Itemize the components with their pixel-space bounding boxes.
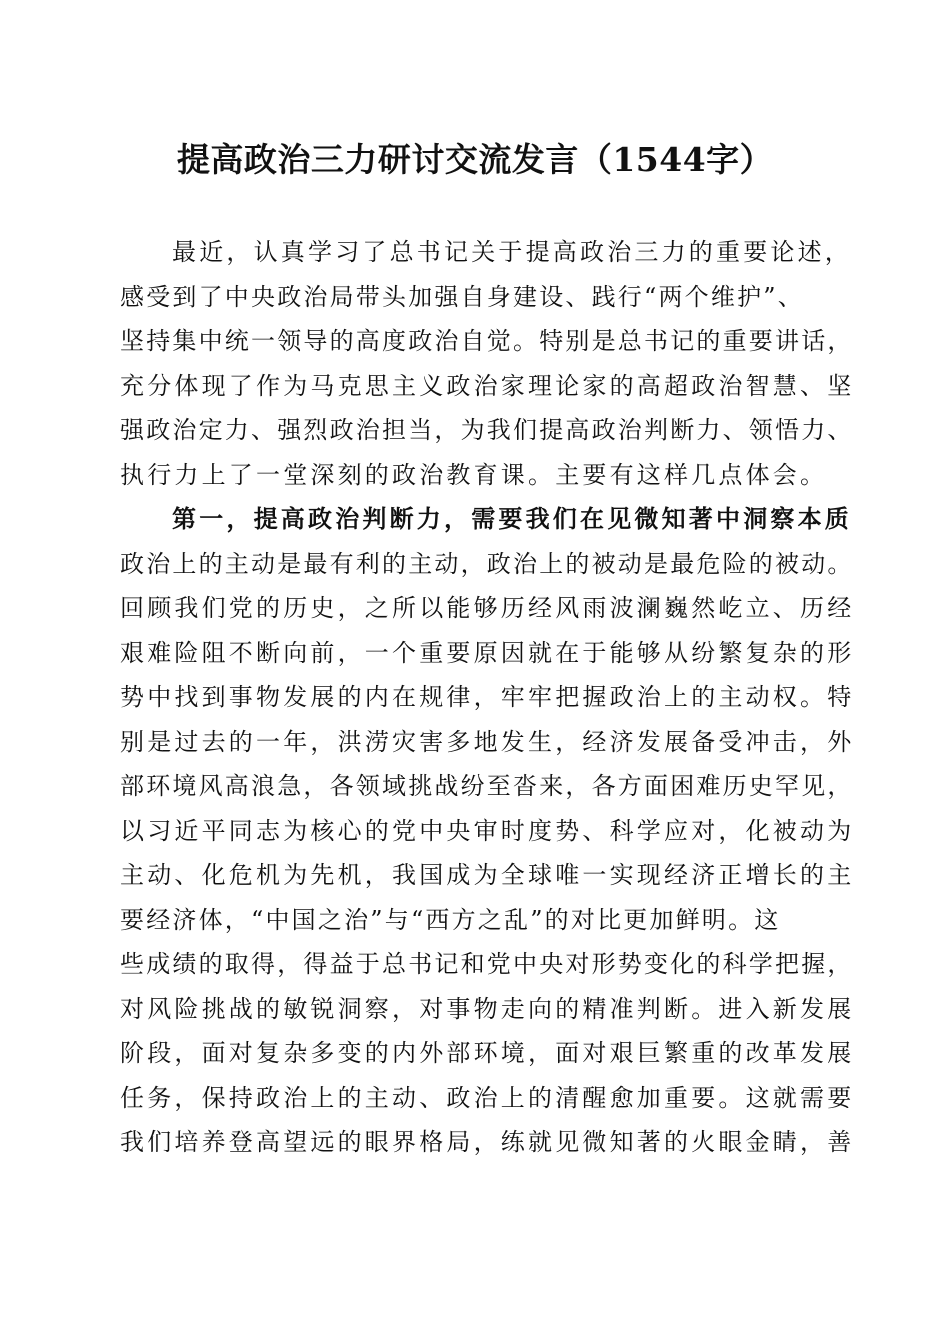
paragraph-2-line-12: 阶段，面对复杂多变的内外部环境，面对艰巨繁重的改革发展: [120, 1039, 855, 1067]
paragraph-2-line-8: 主动、化危机为先机，我国成为全球唯一实现经济正增长的主: [120, 861, 855, 889]
paragraph-2-line-4: 势中找到事物发展的内在规律，牢牢把握政治上的主动权。特: [120, 683, 855, 711]
paragraph-2-line-6: 部环境风高浪急，各领域挑战纷至沓来，各方面困难历史罕见，: [120, 772, 854, 800]
document-title: 提高政治三力研讨交流发言（1544字）: [176, 140, 774, 179]
paragraph-2-line-10: 些成绩的取得，得益于总书记和党中央对形势变化的科学把握，: [120, 950, 854, 978]
paragraph-2-line-14: 我们培养登高望远的眼界格局，练就见微知著的火眼金睛，善: [120, 1128, 855, 1156]
paragraph-2-line-9: 要经济体，“中国之治”与“西方之乱”的对比更加鲜明。这: [120, 905, 781, 934]
paragraph-2-line-7: 以习近平同志为核心的党中央审时度势、科学应对，化被动为: [120, 816, 855, 845]
paragraph-1-line-3: 坚持集中统一领导的高度政治自觉。特别是总书记的重要讲话，: [120, 327, 854, 355]
paragraph-2-line-13: 任务，保持政治上的主动、政治上的清醒愈加重要。这就需要: [120, 1083, 855, 1112]
paragraph-1-line-4: 充分体现了作为马克思主义政治家理论家的高超政治智慧、坚: [120, 371, 855, 400]
paragraph-2-line-5: 别是过去的一年，洪涝灾害多地发生，经济发展备受冲击，外: [120, 727, 855, 756]
paragraph-2-line-11: 对风险挑战的敏锐洞察，对事物走向的精准判断。进入新发展: [120, 994, 855, 1023]
paragraph-1-line-5: 强政治定力、强烈政治担当，为我们提高政治判断力、领悟力、: [120, 416, 854, 444]
section-heading-1: 第一，提高政治判断力，需要我们在见微知著中洞察本质: [172, 504, 852, 533]
paragraph-2-line-1: 政治上的主动是最有利的主动，政治上的被动是最危险的被动。: [120, 549, 854, 578]
paragraph-1-line-1: 最近，认真学习了总书记关于提高政治三力的重要论述，: [172, 238, 852, 266]
paragraph-2-line-3: 艰难险阻不断向前，一个重要原因就在于能够从纷繁复杂的形: [120, 638, 855, 667]
paragraph-2-line-2: 回顾我们党的历史，之所以能够历经风雨波澜巍然屹立、历经: [120, 594, 855, 622]
document-body: [120, 230, 855, 1165]
paragraph-1-line-6: 执行力上了一堂深刻的政治教育课。主要有这样几点体会。: [120, 460, 828, 489]
paragraph-1-line-2: 感受到了中央政治局带头加强自身建设、践行“两个维护”、: [120, 282, 804, 311]
